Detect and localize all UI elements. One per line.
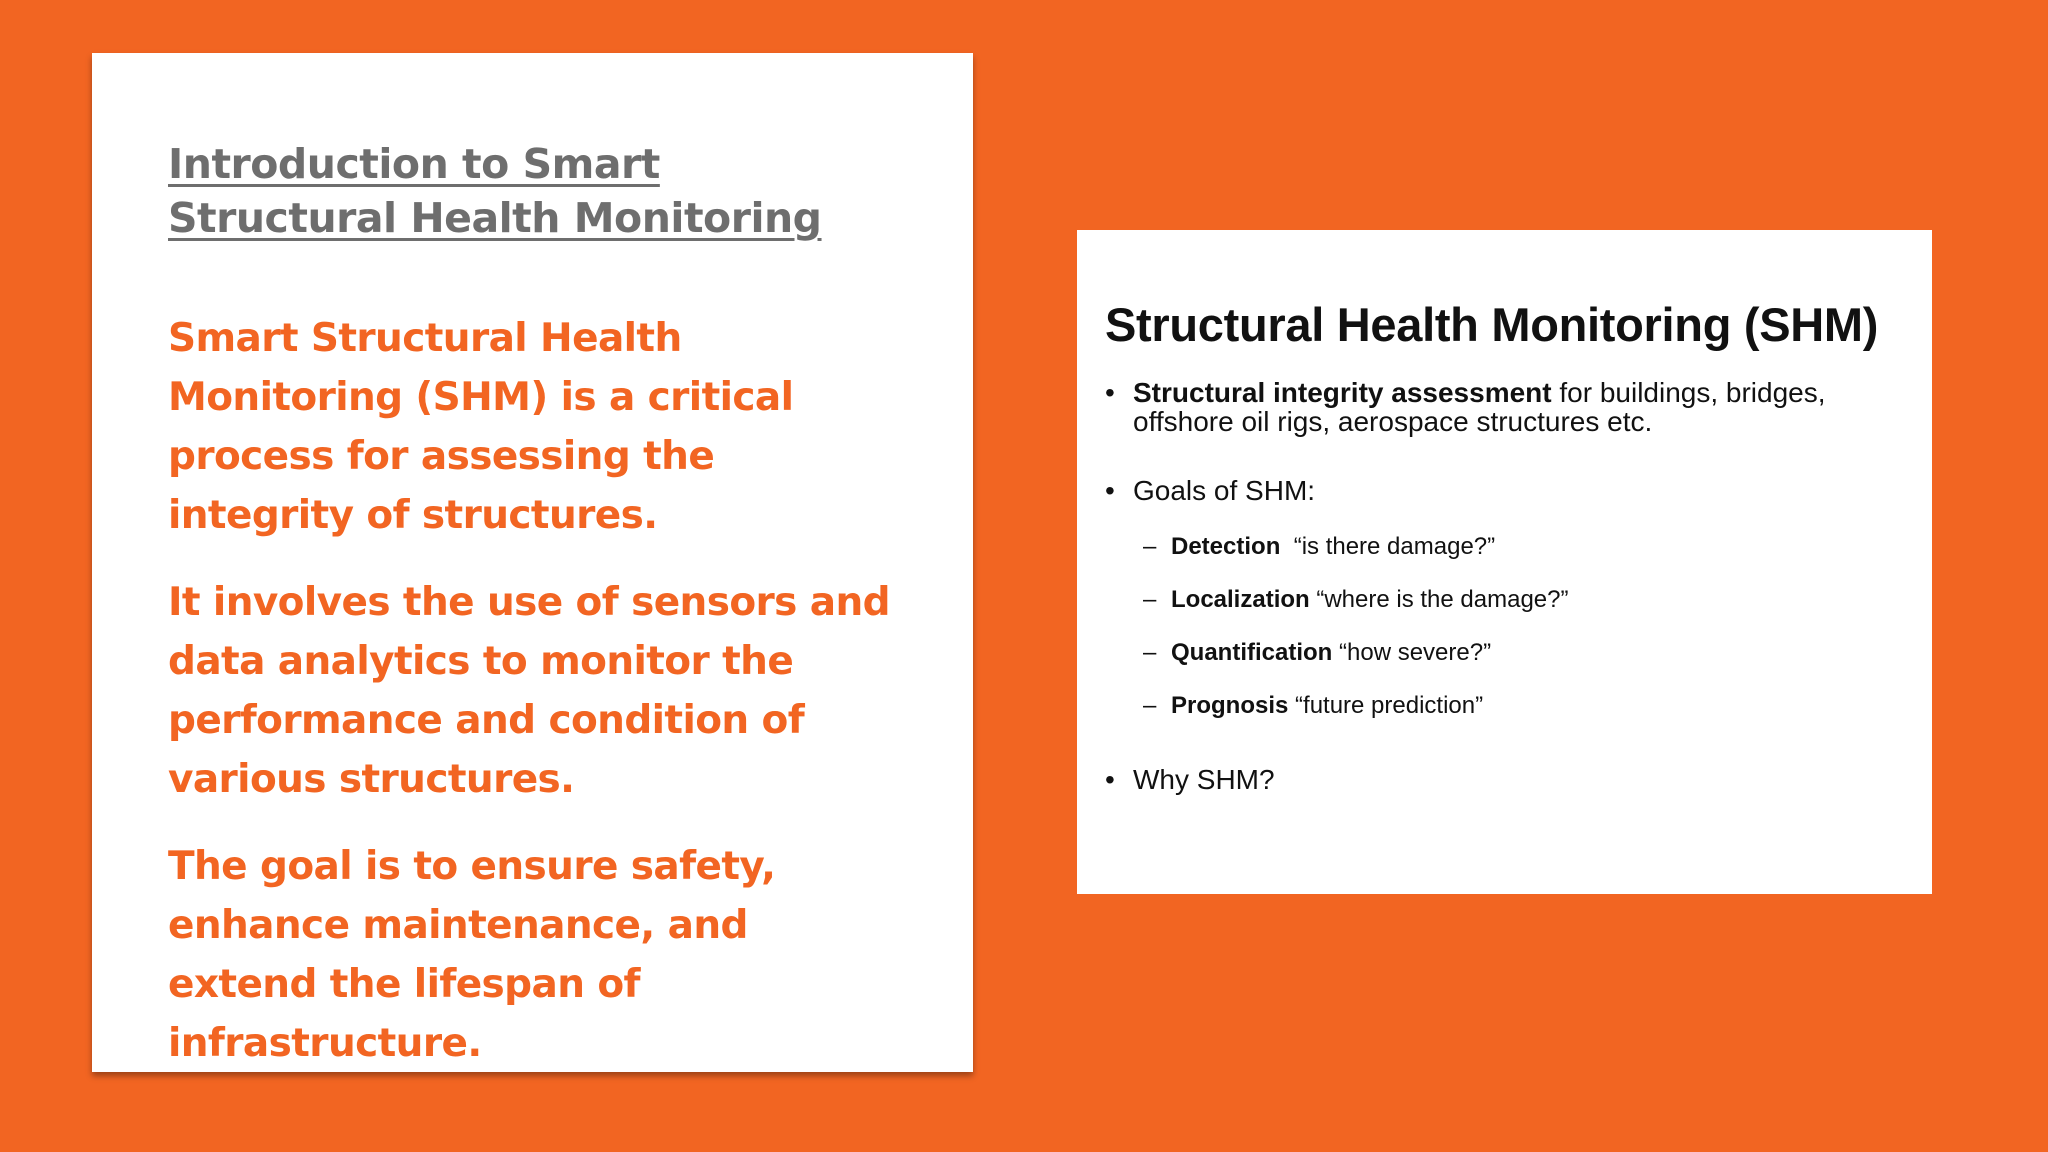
bullet-line: offshore oil rigs, aerospace structures etc. bbox=[1133, 406, 1653, 437]
subitem-text: “is there damage?” bbox=[1280, 533, 1496, 560]
slide-bullet-integrity bbox=[1105, 378, 1932, 436]
bullet-marker: • bbox=[1105, 377, 1115, 408]
slide-subitem-prognosis bbox=[1105, 692, 1932, 720]
bullet-line bbox=[1133, 378, 1932, 407]
bullet-text: Goals of SHM: bbox=[1133, 475, 1316, 506]
paragraph-line: integrity of structures. bbox=[168, 493, 658, 538]
slide-bullet-goals bbox=[1105, 476, 1932, 505]
slide-title: Structural Health Monitoring (SHM) bbox=[1105, 298, 1879, 351]
subitem-bold-text: Detection bbox=[1171, 533, 1281, 560]
intro-title-line: Structural Health Monitoring bbox=[168, 194, 822, 242]
subitem-bold-text: Quantification bbox=[1171, 639, 1333, 666]
subitem-bold-text: Localization bbox=[1171, 586, 1310, 613]
paragraph-line: It involves the use of sensors and bbox=[168, 580, 890, 625]
dash-marker: – bbox=[1143, 692, 1157, 719]
bullet-marker: • bbox=[1105, 764, 1115, 795]
intro-paragraph-3 bbox=[168, 837, 913, 1073]
slide-subitem-localization bbox=[1105, 586, 1932, 614]
paragraph-line: Smart Structural Health bbox=[168, 316, 682, 361]
paragraph-line: extend the lifespan of bbox=[168, 962, 640, 1007]
paragraph-line: process for assessing the bbox=[168, 434, 715, 479]
intro-title bbox=[168, 137, 913, 245]
paragraph-line: performance and condition of bbox=[168, 698, 805, 743]
dash-marker: – bbox=[1143, 639, 1157, 666]
dash-marker: – bbox=[1143, 533, 1157, 560]
dash-marker: – bbox=[1143, 586, 1157, 613]
subitem-text: “how severe?” bbox=[1332, 639, 1492, 666]
subitem-text: “future prediction” bbox=[1288, 692, 1484, 719]
bullet-text: for buildings, bridges, bbox=[1551, 377, 1826, 408]
slide-subitem-quantification bbox=[1105, 639, 1932, 667]
paragraph-line: infrastructure. bbox=[168, 1021, 482, 1066]
intro-paragraph-1 bbox=[168, 309, 913, 545]
bullet-text: Why SHM? bbox=[1133, 764, 1275, 795]
subitem-bold-text: Prognosis bbox=[1171, 692, 1289, 719]
intro-title-line: Introduction to Smart bbox=[168, 140, 660, 188]
paragraph-line: The goal is to ensure safety, bbox=[168, 844, 776, 889]
paragraph-line: data analytics to monitor the bbox=[168, 639, 794, 684]
shm-slide-image bbox=[1077, 230, 1932, 894]
bullet-bold-text: Structural integrity assessment bbox=[1133, 377, 1552, 408]
slide-subitem-detection bbox=[1105, 533, 1932, 561]
subitem-text: “where is the damage?” bbox=[1309, 586, 1569, 613]
slide-bullet-why bbox=[1105, 765, 1932, 794]
intro-paragraph-2 bbox=[168, 573, 913, 809]
paragraph-line: Monitoring (SHM) is a critical bbox=[168, 375, 794, 420]
intro-card bbox=[92, 53, 973, 1072]
bullet-marker: • bbox=[1105, 475, 1115, 506]
paragraph-line: various structures. bbox=[168, 757, 575, 802]
paragraph-line: enhance maintenance, and bbox=[168, 903, 748, 948]
